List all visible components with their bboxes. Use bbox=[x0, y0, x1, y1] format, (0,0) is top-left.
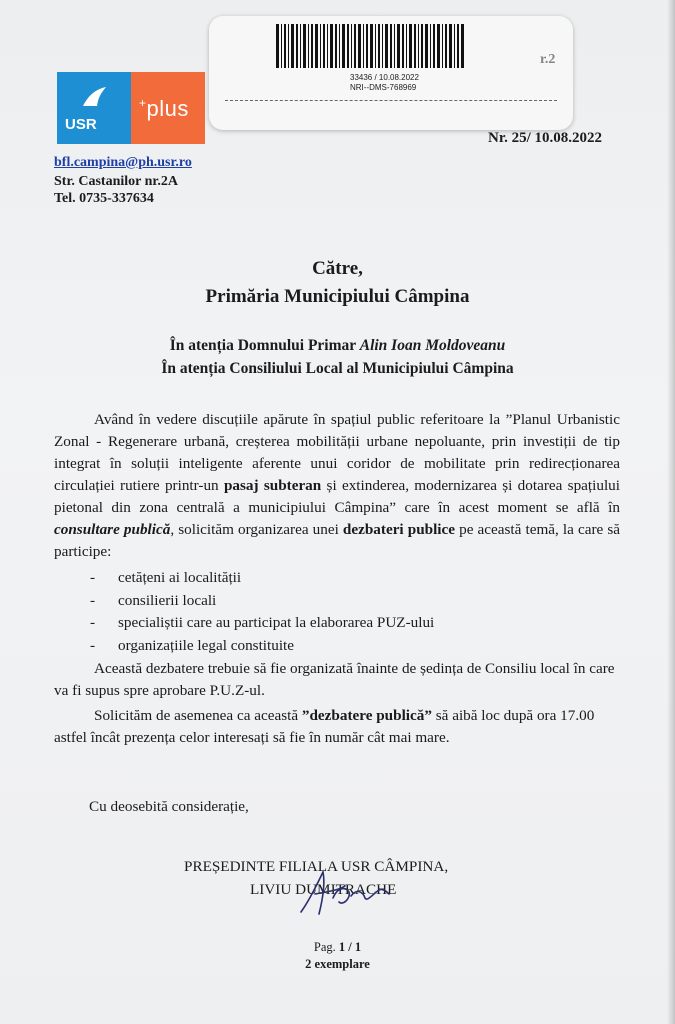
signatory-title: PREȘEDINTE FILIALA USR CÂMPINA, bbox=[184, 858, 449, 875]
copies-count: 2 exemplare bbox=[305, 957, 370, 971]
page-shadow bbox=[667, 0, 675, 1024]
contact-phone: Tel. 0735-337634 bbox=[54, 191, 154, 206]
mayor-name: Alin Ioan Moldoveanu bbox=[359, 337, 506, 354]
contact-address: Str. Castanilor nr.2A bbox=[54, 174, 178, 189]
document-number: Nr. 25/ 10.08.2022 bbox=[488, 130, 603, 146]
closing-formula: Cu deosebită considerație, bbox=[89, 798, 249, 815]
barcode bbox=[276, 24, 500, 68]
public-consultation-term: consultare publică bbox=[54, 521, 171, 538]
paragraph-timing: Această dezbatere trebuie să fie organizată înainte de ședința de Consiliu local în care va fi supus spre aprobare P.U.Z-ul. bbox=[54, 660, 615, 699]
list-item: - consilierii locali bbox=[90, 590, 434, 613]
underpass-term: pasaj subteran bbox=[223, 477, 322, 494]
faded-text: r.2 bbox=[540, 52, 556, 67]
label-divider bbox=[225, 100, 557, 101]
list-item: - cetățeni ai localității bbox=[90, 567, 434, 590]
usr-logo-text: USR bbox=[65, 116, 97, 133]
registration-number: 33436 / 10.08.2022 bbox=[350, 73, 419, 82]
registration-label bbox=[209, 16, 573, 130]
participants-list bbox=[90, 567, 434, 657]
list-item: - organizațiile legal constituite bbox=[90, 635, 434, 658]
handwritten-signature bbox=[293, 868, 393, 920]
plus-logo-text: +plus bbox=[139, 96, 189, 121]
contact-email[interactable]: bfl.campina@ph.usr.ro bbox=[54, 155, 192, 170]
paragraph-request: Având în vedere discuțiile apărute în spațiul public referitoare la ”Planul Urbanistic Zonal - Regenerare urbană, creșterea mobilității urbane nepoluante, prin investiții de tip integrat în soluții inteligente aferente unui coridor de mobilitate prin redirecționarea circulației rutiere printr-un pasaj subteran și extinderea, modernizarea și dotarea spațiului pietonal din zona centrală a municipiului Câmpina” care în acest moment se află în consultare publică, solicităm organizarea unei dezbateri publice pe această temă, la care să participe: bbox=[54, 411, 620, 560]
list-item: - specialiștii care au participat la elaborarea PUZ-ului bbox=[90, 612, 434, 635]
attention-council: În atenția Consiliului Local al Municipiului Câmpina bbox=[161, 360, 514, 377]
registration-code: NRI--DMS-768969 bbox=[350, 83, 417, 92]
salutation-to: Către, bbox=[312, 258, 363, 279]
usr-wing-icon bbox=[81, 86, 107, 110]
plus-logo bbox=[131, 72, 205, 144]
public-debate-term: dezbateri publice bbox=[342, 521, 456, 538]
paragraph-hour: Solicităm de asemenea ca această ”dezbatere publică” să aibă loc după ora 17.00 astfel încât prezența celor interesați să fie în număr cât mai mare. bbox=[54, 707, 595, 746]
attention-mayor: În atenția Domnului Primar Alin Ioan Moldoveanu bbox=[169, 337, 506, 354]
signatory-name: LIVIU DUMITRACHE bbox=[250, 881, 397, 898]
usr-logo bbox=[57, 72, 131, 144]
page-number: Pag. 1 / 1 bbox=[313, 940, 362, 954]
recipient: Primăria Municipiului Câmpina bbox=[205, 286, 470, 307]
